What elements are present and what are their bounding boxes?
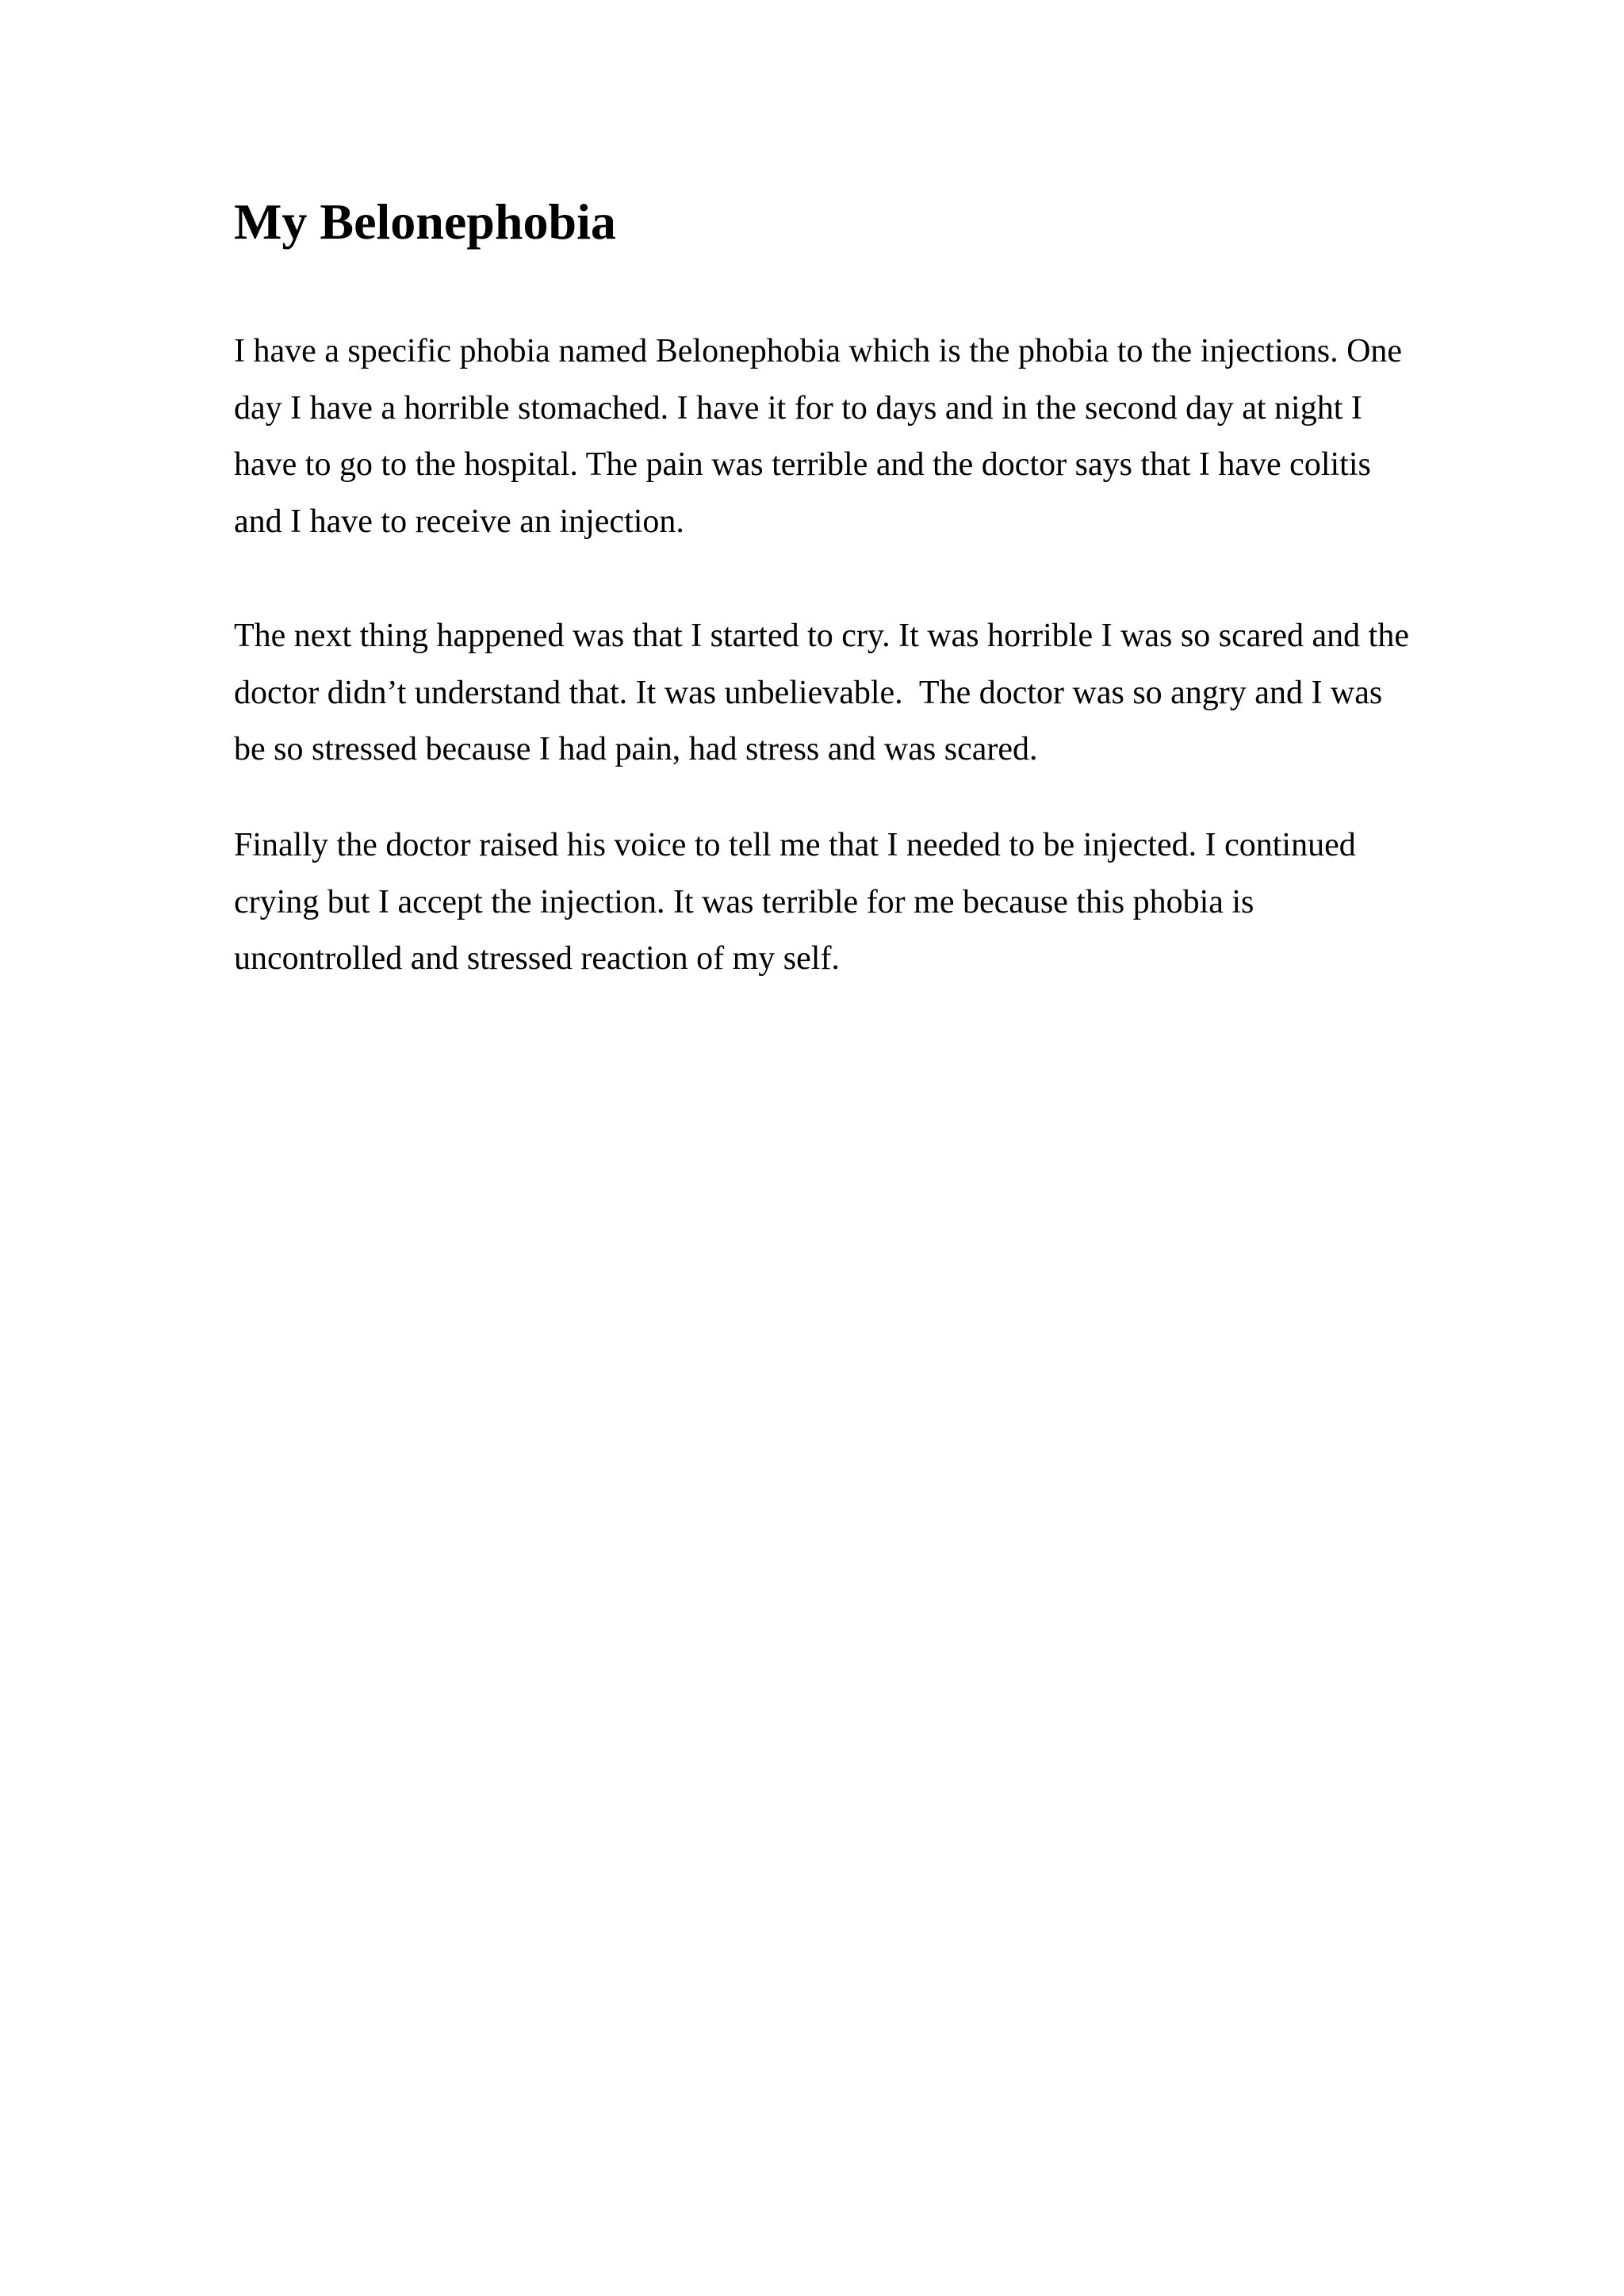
paragraph-line: uncontrolled and stressed reaction of my self. bbox=[234, 940, 840, 977]
paragraph-line: crying but I accept the injection. It was terrible for me because this phobia is bbox=[234, 883, 1254, 920]
paragraph-line: and I have to receive an injection. bbox=[234, 503, 684, 540]
paragraph-line: have to go to the hospital. The pain was terrible and the doctor says that I have colitis bbox=[234, 446, 1371, 483]
paragraph-line: The next thing happened was that I started to cry. It was horrible I was so scared and the bbox=[234, 618, 1409, 654]
paragraph-line: Finally the doctor raised his voice to tell me that I needed to be injected. I continued bbox=[234, 827, 1356, 863]
paragraph-3 bbox=[234, 817, 1423, 988]
paragraph-line: day I have a horrible stomached. I have it for to days and in the second day at night I bbox=[234, 389, 1362, 427]
paragraph-line: I have a specific phobia named Belonephobia which is the phobia to the injections. One bbox=[234, 333, 1403, 369]
paragraph-1 bbox=[234, 323, 1423, 550]
document-title: My Belonephobia bbox=[234, 193, 616, 250]
paragraph-line: be so stressed because I had pain, had stress and was scared. bbox=[234, 731, 1038, 767]
paragraph-line: doctor didn’t understand that. It was unbelievable. The doctor was so angry and I was bbox=[234, 674, 1383, 711]
paragraph-2 bbox=[234, 608, 1423, 779]
